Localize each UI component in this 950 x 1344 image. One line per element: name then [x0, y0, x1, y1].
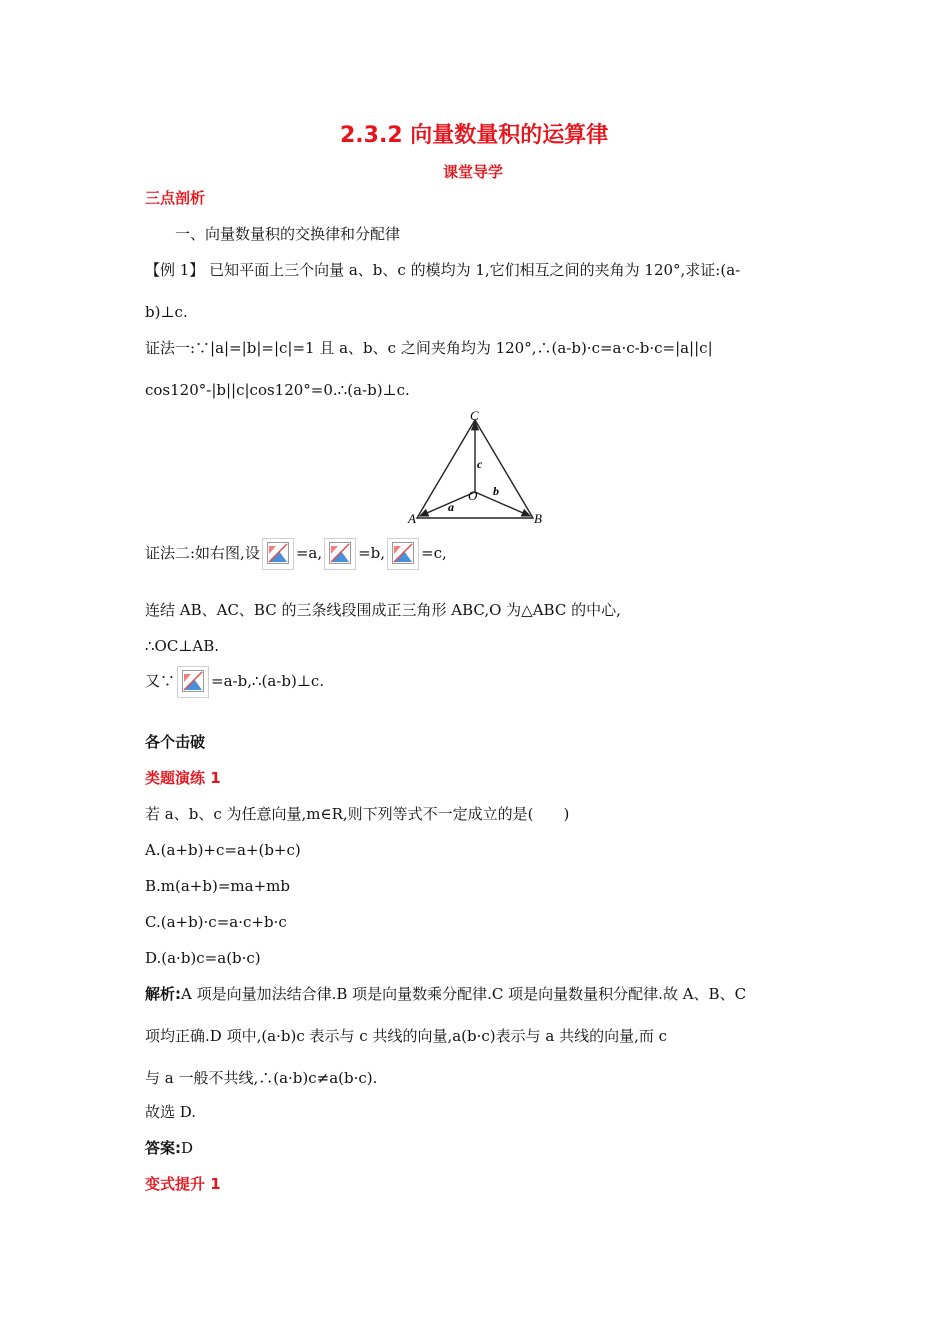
option-c: C.(a+b)·c=a·c+b·c: [145, 913, 287, 931]
section-heading-analysis: 三点剖析: [145, 189, 206, 207]
proof2-line4-prefix: 又∵: [145, 672, 176, 690]
analysis-text-1: A 项是向量加法结合律.B 项是向量数乘分配律.C 项是向量数量积分配律.故 A、B、C: [181, 985, 747, 1003]
broken-image-icon: [387, 538, 419, 570]
broken-image-icon: [262, 538, 294, 570]
proof2-line-3: ∴OC⊥AB.: [145, 637, 220, 655]
proof2-eq-c: =c,: [421, 544, 447, 562]
practice-title: 类题演练 1: [145, 769, 221, 787]
section-heading-practice: 各个击破: [145, 733, 206, 751]
proof2-line-4: [145, 666, 324, 698]
proof2-line-2: 连结 AB、AC、BC 的三条线段围成正三角形 ABC,O 为△ABC 的中心,: [145, 601, 621, 619]
broken-image-icon: [324, 538, 356, 570]
proof2-prefix: 证法二:如右图,设: [145, 544, 260, 562]
answer-value: D: [181, 1139, 194, 1157]
option-a: A.(a+b)+c=a+(b+c): [145, 841, 301, 859]
question-text: 若 a、b、c 为任意向量,m∈R,则下列等式不一定成立的是( ): [145, 805, 570, 823]
proof1-line-2: cos120°-|b||c|cos120°=0.∴(a-b)⊥c.: [145, 381, 410, 399]
proof2-eq-b: =b,: [358, 544, 386, 562]
example-line-1: 【例 1】 已知平面上三个向量 a、b、c 的模均为 1,它们相互之间的夹角为 120°,求证:(a-: [145, 261, 741, 279]
label-b: b: [493, 484, 499, 498]
analysis-line-3: 与 a 一般不共线,∴(a·b)c≠a(b·c).: [145, 1069, 378, 1087]
label-c: c: [477, 457, 483, 471]
proof1-line-1: 证法一:∵|a|=|b|=|c|=1 且 a、b、c 之间夹角均为 120°,∴(a-b)·c=a·c-b·c=|a||c|: [145, 339, 713, 357]
answer-line: [145, 1138, 193, 1158]
broken-image-icon: [177, 666, 209, 698]
triangle-figure: [400, 408, 560, 532]
proof2-line-1: [145, 538, 447, 570]
label-B: B: [534, 511, 542, 526]
page-subtitle: 课堂导学: [443, 163, 504, 181]
proof2-line4-suffix: =a-b,∴(a-b)⊥c.: [211, 672, 325, 690]
vector-b: [475, 492, 530, 516]
answer-label: 答案:: [145, 1139, 181, 1157]
option-b: B.m(a+b)=ma+mb: [145, 877, 290, 895]
label-O: O: [468, 488, 478, 503]
variant-title: 变式提升 1: [145, 1175, 221, 1193]
option-d: D.(a·b)c=a(b·c): [145, 949, 261, 967]
label-C: C: [470, 408, 479, 423]
analysis-label: 解析:: [145, 985, 181, 1003]
example-line-2: b)⊥c.: [145, 303, 188, 321]
analysis-line-1: [145, 984, 746, 1004]
topic-line: 一、向量数量积的交换律和分配律: [175, 225, 401, 243]
label-A: A: [408, 511, 416, 526]
label-a: a: [448, 500, 454, 514]
page-title: 2.3.2 向量数量积的运算律: [340, 123, 609, 148]
analysis-line-4: 故选 D.: [145, 1103, 197, 1121]
analysis-line-2: 项均正确.D 项中,(a·b)c 表示与 c 共线的向量,a(b·c)表示与 a 共线的向量,而 c: [145, 1027, 668, 1045]
triangle-diagram: [400, 408, 560, 528]
proof2-eq-a: =a,: [295, 544, 323, 562]
